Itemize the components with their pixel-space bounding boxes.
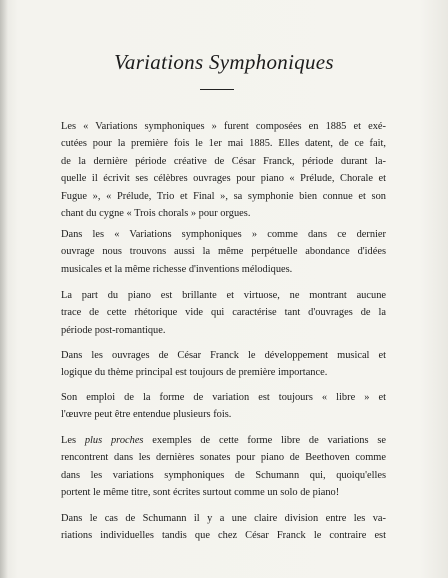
paragraph-1 — [61, 118, 386, 222]
italic-emphasis: plus proches — [84, 435, 144, 446]
text-line: La part du piano est brillante et virtuose, ne montrant aucune — [61, 290, 386, 301]
text-line: l'œuvre peut être entendue plusieurs fois. — [61, 409, 232, 421]
text-line: portent le même titre, sont écrites surtout comme un solo de piano! — [61, 487, 340, 499]
text-line: de la dernière période créative de César Franck, période durant la- — [61, 155, 386, 167]
paragraph-6 — [61, 432, 386, 502]
text-line: musicales et la même richesse d'inventions mélodiques. — [61, 263, 293, 275]
text-line: quelle il écrivit ses célèbres ouvrages pour piano « Prélude, Chorale et — [61, 173, 386, 185]
text-run: exemples de cette forme libre de variations se — [143, 435, 386, 446]
text-line: Dans le cas de Schumann il y a une claire division entre les va- — [61, 513, 386, 524]
text-line: période post-romantique. — [61, 324, 166, 336]
paragraph-5 — [61, 389, 386, 424]
text-line: logique du thème principal est toujours de première importance. — [61, 367, 328, 379]
text-line: Fugue », « Prélude, Trio et Final », sa symphonie bien connue et son — [61, 190, 386, 202]
text-line: riations individuelles tandis que chez César Franck le contraire est — [61, 530, 386, 542]
text-line: chant du cygne « Trois chorals » pour orgues. — [61, 208, 251, 220]
text-line: dans les variations symphoniques de Schumann qui, quoiqu'elles — [61, 469, 386, 481]
text-line — [61, 432, 386, 449]
binding-shadow — [0, 0, 8, 578]
text-line: ouvrage nous trouvons aussi la même perpétuelle abondance d'idées — [61, 246, 386, 258]
paragraph-4 — [61, 347, 386, 382]
paragraph-2 — [61, 226, 386, 278]
text-line: cutées pour la première fois le 1er mai 1885. Elles datent, de ce fait, — [61, 138, 386, 150]
paragraph-7 — [61, 510, 386, 545]
paragraph-3 — [61, 287, 386, 339]
text-line: trace de cette rhétorique vide qui caractérise tant d'ouvrages de la — [61, 307, 386, 319]
text-line: Son emploi de la forme de variation est toujours « libre » et — [61, 392, 386, 403]
text-run: Les — [61, 435, 85, 446]
page-title: Variations Symphoniques — [114, 50, 334, 74]
text-line: rencontrent dans les dernières sonates pour piano de Beethoven comme — [61, 452, 386, 464]
text-line: Dans les « Variations symphoniques » comme dans ce dernier — [61, 229, 386, 240]
text-line: Les « Variations symphoniques » furent composées en 1885 et exé- — [61, 121, 386, 132]
text-line: Dans les ouvrages de César Franck le développement musical et — [61, 350, 386, 361]
title-divider — [200, 89, 234, 90]
